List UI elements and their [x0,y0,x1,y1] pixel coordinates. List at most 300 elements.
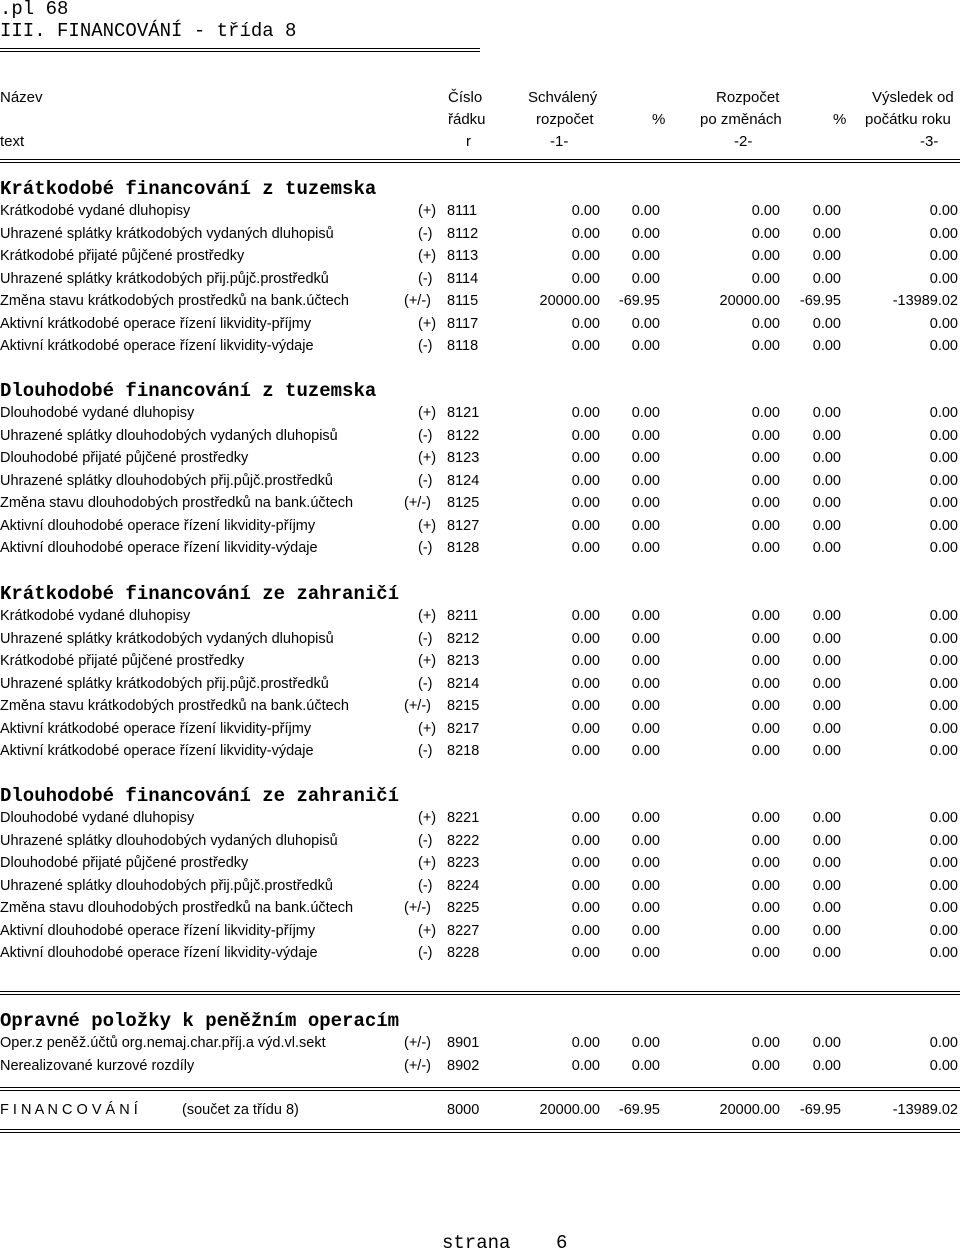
table-row [0,740,960,762]
row-budget: 0.00 [751,608,780,624]
row-name: Změna stavu dlouhodobých prostředků na bank.účtech [0,495,354,511]
row-pct2: 0.00 [812,810,841,826]
row-budget: 0.00 [751,877,780,894]
table-row [0,695,960,717]
row-budget: 0.00 [751,225,780,242]
row-sign: (-) [418,270,433,287]
row-budget: 0.00 [751,495,780,511]
row-name: Dlouhodobé přijaté půjčené prostředky [0,855,249,871]
col-approved-sub: rozpočet [536,111,594,128]
row-pct2: 0.00 [812,630,841,647]
row-pct1: 0.00 [631,675,660,692]
row-pct1: 0.00 [631,338,660,354]
row-result: 0.00 [929,472,958,489]
row-code: 8214 [447,675,480,692]
row-code: 8223 [447,855,480,871]
row-code: 8125 [447,495,480,511]
col-result-label: Výsledek od [872,89,954,106]
row-name: Uhrazené splátky dlouhodobých vydaných dluhopisů [0,427,338,444]
row-sign: (-) [418,338,433,354]
row-budget: 0.00 [751,630,780,647]
row-pct1: 0.00 [631,1057,660,1074]
row-approved: 0.00 [571,675,600,692]
row-approved: 0.00 [571,248,600,264]
table-row [0,290,960,312]
row-pct2: 0.00 [812,832,841,849]
row-code: 8127 [447,517,480,534]
row-pct2: 0.00 [812,675,841,692]
row-pct1: 0.00 [631,1035,660,1051]
total-sub: (součet za třídu 8) [182,1102,299,1118]
row-pct2: 0.00 [812,338,841,354]
row-sign: (-) [418,472,433,489]
row-approved: 0.00 [571,922,600,939]
row-code: 8213 [447,653,480,669]
row-budget: 0.00 [751,472,780,489]
row-pct2: 0.00 [812,877,841,894]
row-code: 8118 [447,338,479,354]
table-row [0,200,960,222]
table-row [0,537,960,559]
row-result: 0.00 [929,495,958,511]
row-result: 0.00 [929,698,958,714]
row-name: Uhrazené splátky dlouhodobých přij.půjč.prostředků [0,472,333,489]
total-result: -13989.02 [892,1102,958,1118]
row-result: 0.00 [929,203,958,219]
row-sign: (+/-) [404,495,431,511]
row-result: 0.00 [929,338,958,354]
table-row [0,335,960,357]
row-pct2: 0.00 [812,495,841,511]
row-name: Změna stavu dlouhodobých prostředků na bank.účtech [0,900,354,916]
section-title: Dlouhodobé financování ze zahraničí [0,785,400,807]
page-number: strana 6 [442,1232,568,1254]
row-pct2: 0.00 [812,743,841,759]
row-name: Krátkodobé přijaté půjčené prostředky [0,248,245,264]
row-approved: 0.00 [571,900,600,916]
row-pct1: 0.00 [631,877,660,894]
row-approved: 0.00 [571,877,600,894]
row-sign: (+/-) [404,698,431,714]
row-budget: 0.00 [751,405,780,421]
table-row [0,313,960,335]
row-name: Aktivní dlouhodobé operace řízení likvidity-příjmy [0,517,316,534]
page-title: III. FINANCOVÁNÍ - třída 8 [0,20,297,42]
table-row [0,402,960,424]
row-approved: 0.00 [571,315,600,332]
col-name-label: Název [0,89,43,106]
row-pct2: 0.00 [812,427,841,444]
total-budget: 20000.00 [719,1102,780,1118]
row-name: Krátkodobé vydané dluhopisy [0,203,191,219]
row-code: 8111 [447,203,478,219]
row-result: 0.00 [929,720,958,737]
row-sign: (-) [418,540,433,556]
row-budget: 0.00 [751,270,780,287]
total-bottom-rule [0,1129,960,1133]
row-pct2: 0.00 [812,855,841,871]
col-code-label: Číslo [448,89,483,106]
row-budget: 0.00 [751,810,780,826]
page-command: .pl 68 [0,0,69,20]
row-pct1: 0.00 [631,653,660,669]
row-code: 8217 [447,720,480,737]
row-result: 0.00 [929,675,958,692]
row-result: 0.00 [929,832,958,849]
row-budget: 0.00 [751,945,780,961]
row-sign: (+) [418,720,437,737]
row-sign: (-) [418,945,433,961]
table-row [0,268,960,290]
table-row [0,223,960,245]
row-pct2: 0.00 [812,248,841,264]
row-budget: 0.00 [751,1057,780,1074]
row-name: Změna stavu krátkodobých prostředků na bank.účtech [0,293,349,309]
table-row [0,807,960,829]
row-sign: (+/-) [404,1057,431,1074]
row-pct1: 0.00 [631,540,660,556]
row-sign: (-) [418,877,433,894]
row-pct2: 0.00 [812,405,841,421]
row-budget: 0.00 [751,517,780,534]
row-code: 8112 [447,225,479,242]
col-pct2-label: % [833,111,847,128]
row-approved: 0.00 [571,225,600,242]
row-pct1: 0.00 [631,225,660,242]
row-pct1: 0.00 [631,922,660,939]
row-name: Uhrazené splátky dlouhodobých vydaných dluhopisů [0,832,338,849]
row-approved: 0.00 [571,855,600,871]
row-pct2: 0.00 [812,450,841,466]
row-result: 0.00 [929,517,958,534]
row-pct2: 0.00 [812,608,841,624]
row-code: 8212 [447,630,480,647]
row-pct1: 0.00 [631,720,660,737]
row-sign: (+) [418,653,437,669]
row-approved: 0.00 [571,1035,600,1051]
row-pct2: 0.00 [812,922,841,939]
row-pct1: 0.00 [631,855,660,871]
row-name: Uhrazené splátky krátkodobých vydaných dluhopisů [0,630,334,647]
table-row [0,492,960,514]
row-sign: (+) [418,608,437,624]
row-name: Aktivní dlouhodobé operace řízení likvidity-výdaje [0,540,318,556]
row-pct2: 0.00 [812,270,841,287]
row-name: Aktivní krátkodobé operace řízení likvidity-výdaje [0,743,314,759]
row-pct2: 0.00 [812,945,841,961]
row-approved: 0.00 [571,203,600,219]
row-name: Aktivní krátkodobé operace řízení likvidity-výdaje [0,338,314,354]
row-approved: 0.00 [571,743,600,759]
column-headers [0,89,960,155]
row-approved: 0.00 [571,427,600,444]
row-sign: (+) [418,517,437,534]
row-name: Uhrazené splátky krátkodobých přij.půjč.prostředků [0,675,329,692]
row-name: Uhrazené splátky dlouhodobých přij.půjč.prostředků [0,877,333,894]
row-pct2: 0.00 [812,315,841,332]
row-pct1: 0.00 [631,743,660,759]
row-pct1: 0.00 [631,900,660,916]
row-pct2: 0.00 [812,720,841,737]
row-sign: (-) [418,675,433,692]
total-pct1: -69.95 [618,1102,660,1118]
row-result: -13989.02 [892,293,958,309]
row-budget: 0.00 [751,855,780,871]
row-pct1: 0.00 [631,608,660,624]
table-row [0,425,960,447]
row-code: 8113 [447,248,479,264]
row-pct2: 0.00 [812,472,841,489]
table-row [0,470,960,492]
row-code: 8211 [447,608,479,624]
row-result: 0.00 [929,1057,958,1074]
row-sign: (+) [418,405,437,421]
col-result-sub: počátku roku [865,111,951,128]
table-row [0,1055,960,1077]
row-name: Uhrazené splátky krátkodobých přij.půjč.prostředků [0,270,329,287]
row-budget: 0.00 [751,922,780,939]
table-row [0,830,960,852]
row-code: 8224 [447,877,480,894]
row-result: 0.00 [929,945,958,961]
table-row [0,920,960,942]
header-rule [0,159,960,163]
row-budget: 0.00 [751,900,780,916]
table-row [0,852,960,874]
row-name: Dlouhodobé přijaté půjčené prostředky [0,450,249,466]
row-sign: (+/-) [404,900,431,916]
row-sign: (+) [418,315,437,332]
row-name: Krátkodobé vydané dluhopisy [0,608,191,624]
row-code: 8902 [447,1057,480,1074]
row-result: 0.00 [929,427,958,444]
row-pct2: 0.00 [812,698,841,714]
row-code: 8117 [447,315,479,332]
section-title: Opravné položky k peněžním operacím [0,1010,400,1032]
row-code: 8222 [447,832,480,849]
total-code: 8000 [447,1102,480,1118]
row-budget: 0.00 [751,427,780,444]
total-label: F I N A N C O V Á N Í [0,1102,138,1118]
row-pct1: 0.00 [631,945,660,961]
row-approved: 0.00 [571,945,600,961]
row-sign: (+/-) [404,293,431,309]
row-result: 0.00 [929,743,958,759]
table-row [0,942,960,964]
row-pct2: -69.95 [799,293,841,309]
row-pct2: 0.00 [812,517,841,534]
row-budget: 0.00 [751,450,780,466]
row-pct1: 0.00 [631,698,660,714]
col-pct1-label: % [652,111,666,128]
col-budget-label: Rozpočet [716,89,780,106]
row-name: Krátkodobé přijaté půjčené prostředky [0,653,245,669]
row-budget: 0.00 [751,675,780,692]
total-row [0,1099,960,1121]
row-sign: (-) [418,225,433,242]
row-approved: 0.00 [571,270,600,287]
col-budget-num: -2- [734,133,753,150]
row-sign: (+) [418,810,437,826]
row-code: 8114 [447,270,479,287]
row-approved: 0.00 [571,540,600,556]
row-name: Aktivní krátkodobé operace řízení likvidity-příjmy [0,315,312,332]
row-budget: 0.00 [751,540,780,556]
row-pct2: 0.00 [812,203,841,219]
row-sign: (+) [418,922,437,939]
row-pct2: 0.00 [812,1035,841,1051]
row-sign: (+/-) [404,1035,431,1051]
row-approved: 0.00 [571,832,600,849]
row-pct1: 0.00 [631,472,660,489]
row-sign: (+) [418,855,437,871]
row-result: 0.00 [929,270,958,287]
col-approved-label: Schválený [528,89,598,106]
row-name: Nerealizované kurzové rozdíly [0,1057,195,1074]
row-approved: 20000.00 [539,293,600,309]
row-sign: (-) [418,832,433,849]
row-code: 8221 [447,810,480,826]
row-approved: 0.00 [571,1057,600,1074]
row-sign: (-) [418,743,433,759]
row-pct1: 0.00 [631,427,660,444]
row-name: Oper.z peněž.účtů org.nemaj.char.příj.a výd.vl.sekt [0,1035,326,1051]
row-budget: 0.00 [751,315,780,332]
row-sign: (+) [418,203,437,219]
row-result: 0.00 [929,630,958,647]
col-code-sub: řádku [448,111,486,128]
row-name: Uhrazené splátky krátkodobých vydaných dluhopisů [0,225,334,242]
row-name: Aktivní dlouhodobé operace řízení likvidity-příjmy [0,922,316,939]
col-name-sub: text [0,133,25,150]
row-pct2: 0.00 [812,653,841,669]
table-row [0,897,960,919]
row-sign: (-) [418,427,433,444]
row-approved: 0.00 [571,472,600,489]
row-budget: 0.00 [751,698,780,714]
row-name: Aktivní krátkodobé operace řízení likvidity-příjmy [0,720,312,737]
row-pct1: 0.00 [631,630,660,647]
row-code: 8225 [447,900,480,916]
row-pct2: 0.00 [812,225,841,242]
row-pct1: 0.00 [631,810,660,826]
row-name: Dlouhodobé vydané dluhopisy [0,810,195,826]
row-code: 8121 [447,405,480,421]
row-budget: 20000.00 [719,293,780,309]
table-row [0,718,960,740]
row-result: 0.00 [929,315,958,332]
row-approved: 0.00 [571,495,600,511]
row-code: 8128 [447,540,480,556]
row-result: 0.00 [929,855,958,871]
row-budget: 0.00 [751,743,780,759]
table-row [0,875,960,897]
row-code: 8215 [447,698,480,714]
row-approved: 0.00 [571,405,600,421]
col-result-num: -3- [920,133,939,150]
row-result: 0.00 [929,608,958,624]
row-pct1: 0.00 [631,270,660,287]
row-approved: 0.00 [571,698,600,714]
row-result: 0.00 [929,810,958,826]
row-pct1: 0.00 [631,248,660,264]
row-sign: (+) [418,450,437,466]
table-row [0,628,960,650]
row-code: 8228 [447,945,480,961]
row-budget: 0.00 [751,720,780,737]
table-row [0,673,960,695]
table-row [0,515,960,537]
row-result: 0.00 [929,225,958,242]
row-pct2: 0.00 [812,900,841,916]
table-row [0,447,960,469]
row-result: 0.00 [929,540,958,556]
col-budget-sub: po změnách [700,111,782,128]
row-pct1: 0.00 [631,203,660,219]
opravne-rule [0,991,960,995]
row-result: 0.00 [929,248,958,264]
row-result: 0.00 [929,900,958,916]
row-pct1: 0.00 [631,517,660,534]
table-row [0,245,960,267]
row-approved: 0.00 [571,608,600,624]
col-code-r: r [466,133,471,150]
table-row [0,650,960,672]
row-approved: 0.00 [571,338,600,354]
row-budget: 0.00 [751,248,780,264]
row-code: 8901 [447,1035,480,1051]
total-top-rule [0,1087,960,1091]
row-result: 0.00 [929,653,958,669]
row-pct2: 0.00 [812,540,841,556]
row-pct2: 0.00 [812,1057,841,1074]
section-title: Krátkodobé financování z tuzemska [0,178,377,200]
row-code: 8122 [447,427,480,444]
section-title: Dlouhodobé financování z tuzemska [0,380,377,402]
row-sign: (-) [418,630,433,647]
row-code: 8218 [447,743,480,759]
total-pct2: -69.95 [799,1102,841,1118]
row-result: 0.00 [929,405,958,421]
row-budget: 0.00 [751,832,780,849]
row-budget: 0.00 [751,653,780,669]
table-row [0,605,960,627]
section-title: Krátkodobé financování ze zahraničí [0,583,400,605]
row-pct1: -69.95 [618,293,660,309]
row-pct1: 0.00 [631,832,660,849]
row-approved: 0.00 [571,450,600,466]
table-row [0,1032,960,1054]
row-approved: 0.00 [571,653,600,669]
row-result: 0.00 [929,450,958,466]
row-approved: 0.00 [571,810,600,826]
row-approved: 0.00 [571,517,600,534]
row-pct1: 0.00 [631,405,660,421]
row-result: 0.00 [929,877,958,894]
row-code: 8124 [447,472,480,489]
row-name: Dlouhodobé vydané dluhopisy [0,405,195,421]
row-budget: 0.00 [751,203,780,219]
row-pct1: 0.00 [631,495,660,511]
row-name: Aktivní dlouhodobé operace řízení likvidity-výdaje [0,945,318,961]
row-approved: 0.00 [571,720,600,737]
row-result: 0.00 [929,1035,958,1051]
row-sign: (+) [418,248,437,264]
row-code: 8227 [447,922,480,939]
row-pct1: 0.00 [631,450,660,466]
row-code: 8123 [447,450,480,466]
row-budget: 0.00 [751,1035,780,1051]
